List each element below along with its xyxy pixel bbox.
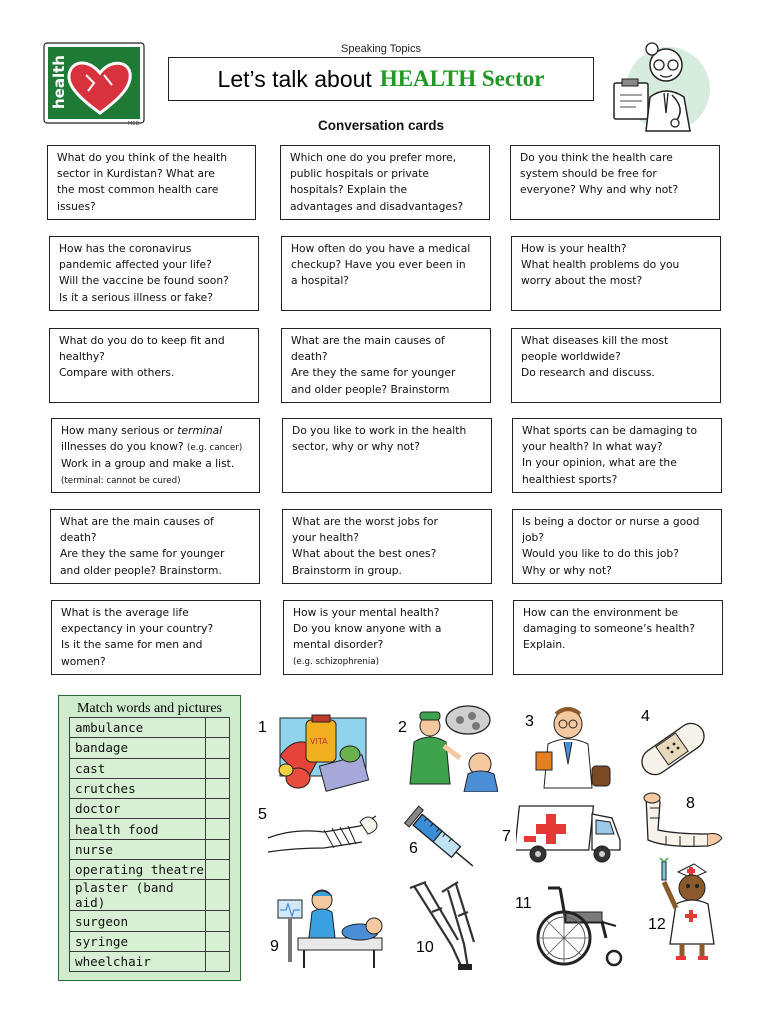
match-words-table [69, 717, 230, 972]
match-row [70, 799, 230, 819]
picture-number: 2 [398, 719, 407, 736]
picture-number: 4 [641, 708, 650, 725]
title-highlight: HEALTH Sector [379, 66, 545, 91]
conversation-card: What sports can be damaging to your health? In what way? In your opinion, what are the healthiest sports? [512, 418, 722, 493]
conversation-cards-heading: Conversation cards [317, 118, 445, 133]
match-row [70, 931, 230, 951]
doctor-clipboard-icon [606, 37, 712, 133]
picture-number: 10 [416, 939, 434, 956]
match-word: ambulance [70, 718, 206, 738]
match-word: surgeon [70, 911, 206, 931]
crutches-icon [402, 876, 492, 972]
conversation-card: Do you like to work in the health sector, why or why not? [282, 418, 492, 493]
conversation-card: How is your health? What health problems do you worry about the most? [511, 236, 721, 311]
picture-number: 9 [270, 938, 279, 955]
match-title: Match words and pictures [76, 701, 223, 716]
conversation-card: What are the main causes of death? Are they the same for younger and older people? Brainstorm. [50, 509, 260, 584]
doctor-icon [530, 704, 614, 790]
picture-number: 5 [258, 806, 267, 823]
match-row [70, 951, 230, 971]
conversation-card: What do you do to keep fit and healthy? Compare with others. [49, 328, 259, 403]
answer-cell[interactable] [206, 799, 230, 819]
match-row [70, 911, 230, 931]
nurse-icon [654, 858, 724, 962]
match-row [70, 758, 230, 778]
conversation-card: What do you think of the health sector in Kurdistan? What are the most common health care issues? [47, 145, 256, 220]
conversation-card: Which one do you prefer more, public hospitals or private hospitals? Explain the advantages and disadvantages? [280, 145, 490, 220]
health-food-icon [272, 712, 370, 794]
answer-cell[interactable] [206, 718, 230, 738]
match-word: doctor [70, 799, 206, 819]
answer-cell[interactable] [206, 839, 230, 859]
conversation-card: How is your mental health? Do you know anyone with a mental disorder? (e.g. schizophrenia) [283, 600, 493, 675]
conversation-card: How has the coronavirus pandemic affected your life? Will the vaccine be found soon? Is it a serious illness or fake? [49, 236, 259, 311]
picture-number: 7 [502, 828, 511, 845]
picture-number: 12 [648, 916, 666, 933]
match-word: plaster (band aid) [70, 880, 206, 911]
wheelchair-icon [530, 882, 626, 968]
ambulance-icon [516, 800, 624, 866]
health-logo [42, 41, 148, 127]
surgeon-icon [404, 702, 498, 792]
match-word: health food [70, 819, 206, 839]
picture-number: 6 [409, 840, 418, 857]
match-word: syringe [70, 931, 206, 951]
answer-cell[interactable] [206, 758, 230, 778]
cast-icon [636, 790, 728, 850]
logo-text: health [50, 55, 68, 109]
picture-number: 8 [686, 795, 695, 812]
conversation-card: How many serious or terminal illnesses do you know? (e.g. cancer) Work in a group and make a list. (terminal: cannot be cured) [51, 418, 260, 493]
conversation-card: Do you think the health care system should be free for everyone? Why and why not? [510, 145, 720, 220]
conversation-card: How can the environment be damaging to someone’s health? Explain. [513, 600, 723, 675]
match-word: cast [70, 758, 206, 778]
match-words-box [58, 695, 241, 981]
page-title [168, 57, 594, 101]
match-word: wheelchair [70, 951, 206, 971]
match-word: nurse [70, 839, 206, 859]
match-word: crutches [70, 778, 206, 798]
answer-cell[interactable] [206, 931, 230, 951]
answer-cell[interactable] [206, 819, 230, 839]
picture-number: 3 [525, 713, 534, 730]
match-row [70, 738, 230, 758]
match-row [70, 718, 230, 738]
bandage-icon [264, 808, 382, 858]
operating-theatre-icon [274, 886, 386, 972]
match-row [70, 839, 230, 859]
vita-label: VITA [310, 737, 328, 746]
conversation-card: Is being a doctor or nurse a good job? Would you like to do this job? Why or why not? [512, 509, 722, 584]
match-word: bandage [70, 738, 206, 758]
conversation-card: What are the main causes of death? Are they the same for younger and older people? Brainstorm [281, 328, 491, 403]
plaster-icon [634, 718, 712, 780]
match-row [70, 880, 230, 911]
match-row [70, 860, 230, 880]
answer-cell[interactable] [206, 911, 230, 931]
title-text: Let’s talk about [217, 65, 372, 92]
conversation-card: What diseases kill the most people worldwide? Do research and discuss. [511, 328, 721, 403]
match-row [70, 778, 230, 798]
picture-number: 1 [258, 719, 267, 736]
match-row [70, 819, 230, 839]
conversation-card: How often do you have a medical checkup? Have you ever been in a hospital? [281, 236, 491, 311]
conversation-card: What are the worst jobs for your health? What about the best ones? Brainstorm in group. [282, 509, 492, 584]
answer-cell[interactable] [206, 880, 230, 911]
syringe-icon [402, 802, 484, 880]
answer-cell[interactable] [206, 860, 230, 880]
page-subtitle: Speaking Topics [341, 43, 421, 55]
answer-cell[interactable] [206, 738, 230, 758]
answer-cell[interactable] [206, 778, 230, 798]
picture-number: 11 [515, 895, 532, 912]
answer-cell[interactable] [206, 951, 230, 971]
conversation-card: What is the average life expectancy in your country? Is it the same for men and women? [51, 600, 261, 675]
logo-signature: MEB [128, 121, 139, 127]
match-word: operating theatre [70, 860, 206, 880]
